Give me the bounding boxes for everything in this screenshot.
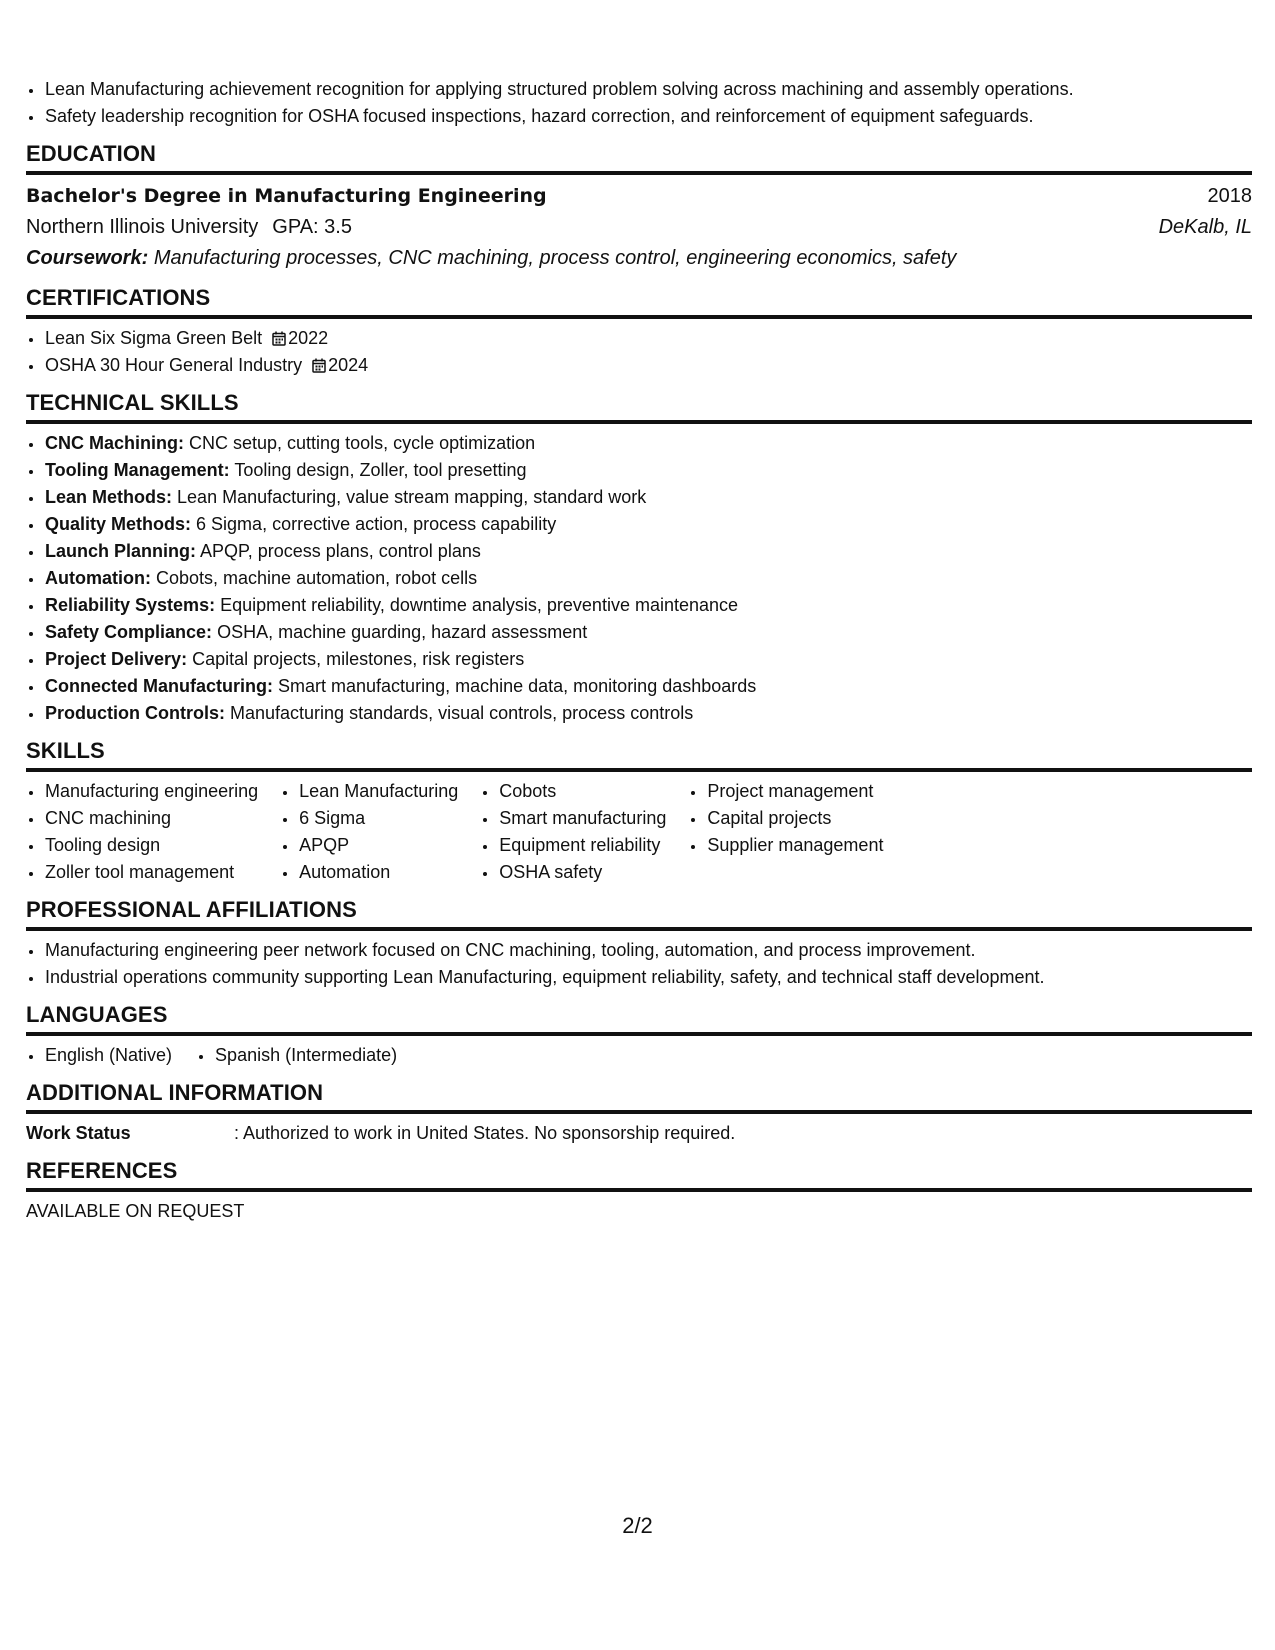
skill-label: Quality Methods: — [45, 514, 192, 534]
degree: Bachelor's Degree in Manufacturing Engineering — [26, 185, 547, 207]
skill-label: Launch Planning: — [45, 541, 196, 561]
list-item: • OSHA safety — [498, 859, 666, 886]
skill-text: Equipment reliability, downtime analysis, preventive maintenance — [220, 595, 739, 615]
list-item — [44, 484, 1252, 511]
list-item: • Cobots — [498, 778, 666, 805]
skills-column — [280, 778, 458, 886]
school: Northern Illinois University — [26, 216, 259, 238]
list-item — [44, 352, 1252, 379]
technical-skills-list — [26, 430, 1252, 727]
coursework — [26, 243, 1252, 274]
list-item: • Zoller tool management — [44, 859, 258, 886]
list-item — [44, 565, 1252, 592]
languages-column — [26, 1042, 172, 1069]
resume-page — [26, 76, 1252, 1225]
list-item: • Industrial operations community supporting Lean Manufacturing, equipment reliability, safety, and technical staff development. — [44, 964, 1252, 991]
list-item: • Project management — [706, 778, 883, 805]
skill-label: Project Delivery: — [45, 649, 188, 669]
section-title: PROFESSIONAL AFFILIATIONS — [26, 896, 1252, 931]
section-title: SKILLS — [26, 737, 1252, 772]
list-item — [44, 430, 1252, 457]
references-text: AVAILABLE ON REQUEST — [26, 1201, 245, 1221]
skills-column — [480, 778, 666, 886]
list-item — [44, 619, 1252, 646]
list-item: • Tooling design — [44, 832, 258, 859]
affiliations-section — [26, 896, 1252, 991]
skill-label: Tooling Management: — [45, 460, 230, 480]
skill-text: Manufacturing standards, visual controls, process controls — [230, 703, 694, 723]
work-status-label: Work Status — [26, 1123, 131, 1143]
languages-list — [26, 1042, 1252, 1069]
education-section — [26, 140, 1252, 274]
section-title: REFERENCES — [26, 1157, 1252, 1192]
skill-text: Capital projects, milestones, risk registers — [192, 649, 525, 669]
list-item: • Lean Manufacturing achievement recognition for applying structured problem solving across machining and assembly operations. — [44, 76, 1252, 103]
skill-label: Reliability Systems: — [45, 595, 216, 615]
list-item — [44, 700, 1252, 727]
list-item: • APQP — [298, 832, 458, 859]
skill-text: Lean Manufacturing, value stream mapping, standard work — [177, 487, 647, 507]
list-item: • Supplier management — [706, 832, 883, 859]
skill-text: Smart manufacturing, machine data, monitoring dashboards — [278, 676, 757, 696]
coursework-label: Coursework: — [26, 247, 149, 269]
skills-column — [688, 778, 883, 886]
work-status-value: : Authorized to work in United States. No sponsorship required. — [234, 1123, 736, 1143]
list-item: • Manufacturing engineering peer network focused on CNC machining, tooling, automation, and process improvement. — [44, 937, 1252, 964]
skill-label: Connected Manufacturing: — [45, 676, 273, 696]
list-item: • Smart manufacturing — [498, 805, 666, 832]
list-item — [44, 457, 1252, 484]
references-section — [26, 1157, 1252, 1225]
education-school-row — [26, 212, 1252, 243]
list-item — [44, 646, 1252, 673]
skill-label: Automation: — [45, 568, 151, 588]
calendar-icon — [272, 331, 286, 346]
education-degree-row — [26, 181, 1252, 212]
skills-section — [26, 737, 1252, 886]
affiliations-list — [26, 937, 1252, 991]
skill-text: OSHA, machine guarding, hazard assessment — [217, 622, 588, 642]
work-status-row — [26, 1120, 1252, 1147]
list-item: • CNC machining — [44, 805, 258, 832]
skill-label: Lean Methods: — [45, 487, 173, 507]
page-number: 2/2 — [622, 1513, 653, 1538]
list-item: • English (Native) — [44, 1042, 172, 1069]
additional-info-section — [26, 1079, 1252, 1147]
skill-text: APQP, process plans, control plans — [200, 541, 481, 561]
achievements-list — [26, 76, 1252, 130]
list-item: • Lean Manufacturing — [298, 778, 458, 805]
certification-year: 2024 — [328, 355, 369, 375]
list-item: • Safety leadership recognition for OSHA focused inspections, hazard correction, and reinforcement of equipment safeguards. — [44, 103, 1252, 130]
coursework-text: Manufacturing processes, CNC machining, process control, engineering economics, safety — [153, 247, 957, 269]
section-title: CERTIFICATIONS — [26, 284, 1252, 319]
certifications-section — [26, 284, 1252, 379]
gpa: GPA: 3.5 — [272, 216, 352, 238]
skills-grid — [26, 778, 1252, 886]
certification-name: OSHA 30 Hour General Industry — [45, 355, 303, 375]
section-title: LANGUAGES — [26, 1001, 1252, 1036]
certification-year: 2022 — [288, 328, 329, 348]
list-item — [44, 325, 1252, 352]
list-item: • Automation — [298, 859, 458, 886]
list-item: • 6 Sigma — [298, 805, 458, 832]
list-item — [44, 538, 1252, 565]
skill-text: 6 Sigma, corrective action, process capability — [196, 514, 557, 534]
certification-name: Lean Six Sigma Green Belt — [45, 328, 263, 348]
list-item: • Equipment reliability — [498, 832, 666, 859]
technical-skills-section — [26, 389, 1252, 727]
skills-column — [26, 778, 258, 886]
certifications-list — [26, 325, 1252, 379]
list-item — [44, 592, 1252, 619]
skill-text: CNC setup, cutting tools, cycle optimization — [189, 433, 536, 453]
section-title: EDUCATION — [26, 140, 1252, 175]
languages-section — [26, 1001, 1252, 1069]
list-item — [44, 673, 1252, 700]
list-item: • Spanish (Intermediate) — [214, 1042, 397, 1069]
skill-text: Tooling design, Zoller, tool presetting — [234, 460, 527, 480]
school-location: DeKalb, IL — [1158, 216, 1252, 238]
skill-label: Safety Compliance: — [45, 622, 213, 642]
list-item: • Capital projects — [706, 805, 883, 832]
skill-text: Cobots, machine automation, robot cells — [156, 568, 478, 588]
languages-column — [196, 1042, 397, 1069]
list-item: • Manufacturing engineering — [44, 778, 258, 805]
skill-label: Production Controls: — [45, 703, 225, 723]
section-title: TECHNICAL SKILLS — [26, 389, 1252, 424]
calendar-icon — [312, 358, 326, 373]
section-title: ADDITIONAL INFORMATION — [26, 1079, 1252, 1114]
graduation-year: 2018 — [1207, 185, 1252, 207]
list-item — [44, 511, 1252, 538]
skill-label: CNC Machining: — [45, 433, 184, 453]
